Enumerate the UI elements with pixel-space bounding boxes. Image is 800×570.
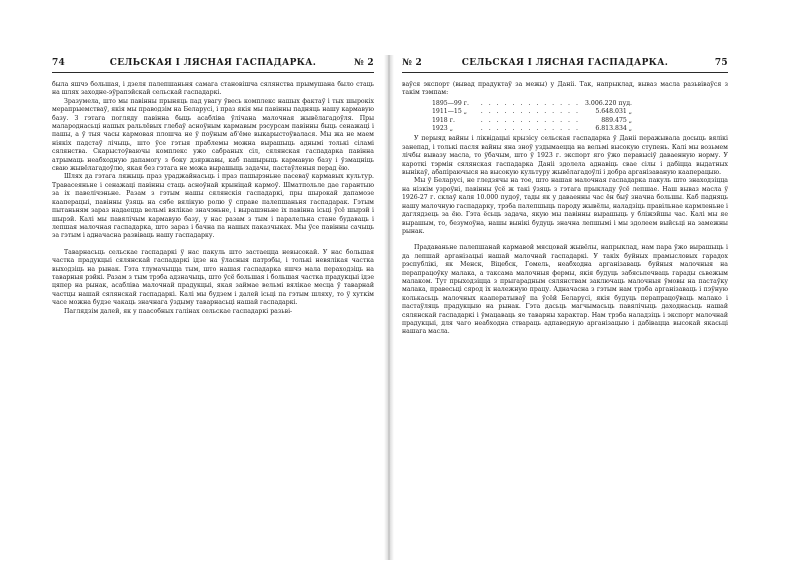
table-row [432,125,632,133]
running-title: СЕЛЬСКАЯ І ЛЯСНАЯ ГАСПАДАРКА. [461,58,669,68]
table-row [432,108,632,116]
book-gutter [384,55,394,560]
paragraph: Мы ў Беларусі, не гледзячы на тое, што нашая малочная гаспадарка пакуль што знаходзіцца на нізкім узроўні, павінны ўсё ж такі ўзяць з гэтага прыкладу ўсё лепшае. Наш вываз масла ў 1926-27 г. склаў каля 10.000 пудоў, тады як у даваенны час ён быў значна большы. Каб падняць нашу малочную гаспадарку, трэба палепшыць пароду жывёлы, наладзіць правільнае кармленьне і даглядзець за ёю. Гэта ёсьць задача, якую мы павінны вырашыць у бліжэйшы час. Калі мы яе вырашым, то, безумоўна, нашы вынікі будуць значна лепшымі і мы здолеем выйсьці на замежны рынак. [402,177,728,235]
table-row [432,100,632,108]
leader-dots: . . . . . . . . . . . . . [480,99,580,107]
paragraph: У перыяд вайны і ліквідацыі крызісу сельская гаспадарка ў Даніі перажывала досыць вялікі занепад, і толькі пасля вайны яна зноў уздымаецца на вельмі высокую ступень. Калі мы возьмем лічбы вывазу масла, то ўбачым, што ў 1923 г. экспорт яго ўжо перавысіў даваенную норму. У кароткі тэрмін сялянская гаспадарка Даніі здолела аднавіць свае сілы і дабіцца выдатных вынікаў, абапіраючыся на высокую культуру жывёлагадоўлі і добра арганізаваную кааперацыю. [402,135,728,177]
left-page-body [52,81,374,316]
leader-dots: . . . . . . . . . . . . . [480,108,580,116]
paragraph: была яшчэ большая, і дзеля палепшаньня самага становішча сялянства прымушана было стаць на шлях заходне-эўрапэйскай сельскай гаспадаркі. [52,81,374,97]
left-page-header [52,58,374,73]
issue-number: № 2 [402,58,423,68]
table-year: 1918 г. [432,116,455,124]
paragraph: Зразумела, што мы павінны прыняць пад увагу ўвесь комплекс нашых фактаў і тых шырокіх мерапрыемстваў, якія мы праводзім на Беларусі, і праз якія мы павінны падняць нашу кармавую базу. З гэтага погляду павінна быць асабліва ўлічана малочная жывёлагадоўля. Пры малароднасьці нашых ральлёвых глебаў асноўным кармавым рэсурсам павінны быць сенажаці і пашы, а ў тыя часы кармовая плошча не ў поўным аб'ёме выкарыстоўвалася. Мы жа не маем ніякіх падстаў лічыць, што ўсе гэтыя праблемы можна вырашыць аднымі толькі сіламі сялянства. Скарыстоўваючы комплекс ужо сабраных сіл, сялянская гаспадарка павінна атрымаць неабходную дапамогу з боку дзяржавы, каб пашырыць кармавую базу і ўзмацніць сваю жывёлагадоўлю, якая без гэтага не можа вырашыць задачы, пастаўленыя перад ёю. [52,97,374,173]
table-row [432,117,632,125]
page-number: 74 [52,58,66,68]
table-value: 3.006.220 пуд. [585,99,632,107]
left-page [52,58,374,558]
right-page-header [402,58,728,73]
export-table [432,100,728,134]
table-value: 6.813.834 „ [595,125,632,133]
leader-dots: . . . . . . . . . . . . . [480,116,580,124]
issue-number: № 2 [353,58,374,68]
table-year: 1923 „ [432,125,453,133]
paragraph: Шлях да гэтага ляжыць праз ураджайнасьць і праз пашырэньне пасеваў кармавых культур. Травасеяньне і сенажаці павінны стаць асноўнай крыніцай кармоў. Шматпольле дае гарантыю за іх павелічэньне. Разам з гэтым нашы сялянскія гаспадаркі, пры шырокай дапамозе кааперацыі, павінны ўзяць на сябе вялікую ролю ў справе палепшаньня гаспадарак. Гэтым пытаньням зараз надаецца вельмі вялікае значэньне, і вырашэньне іх павінна ісьці ўсё шырэй і шырэй. Калі мы павялічым кармавую базу, у нас разам з тым і паралельна стане будаваць і лепшая малочная гаспадарка, што зараз і бачна па нашых паказчыках. Мы ўсе павінны сачыць за гэтым і адначасна развіваць нашу гаспадарку. [52,173,374,240]
paragraph: Прадаваньне палепшанай кармавой мясцовай жывёлы, напрыклад, нам пара ўжо вырашыць і да лепшай арганізацыі нашай малочнай гаспадаркі. У такіх буйных прамысловых гарадох рэспублікі, як Менск, Віцебск, Гомель, неабходна арганізаваць буйныя малочныя на перапрацоўку малака, а таксама малочныя фермы, якія будуць забясьпечваць гарады сьвежым малаком. Тут прыходзіцца з прыгарадным сялянствам заключаць малочныя ўмовы на пастаўку малака, правесьці сярод іх належную працу. Адначасна з гэтым нам трэба арганізаваць і пэўную колькасьць малочных кааператываў па ўсёй Беларусі, якія будуць перапрацоўваць малако і пастаўляць прадукцыю на рынак. Гэта дасьць магчымасьць павялічыць даходнасьць нашай сялянскай гаспадаркі і ўмацаваць яе таварны характар. Нам трэба наладзіць і экспорт малочнай прадукцыі, для чаго неабходна ствараць адпаведную арганізацыю і дабівацца высокай якасьці нашага масла. [402,244,728,336]
right-page-body [402,81,728,337]
table-value: 889.475 „ [601,116,632,124]
table-year: 1911—15 „ [432,108,467,116]
right-page [402,58,728,558]
leader-dots: . . . . . . . . . . . . . [480,125,580,133]
table-year: 1895—99 г. [432,99,469,107]
paragraph: Паглядзім далей, як у паасобных галінах сельскае гаспадаркі разьві- [64,307,293,315]
paragraph: Таварнасьць сельскае гаспадаркі ў нас пакуль што застаецца невысокай. У нас большая частка прадукцыі сялянскай гаспадаркі ідзе на ўласныя патрэбы, і толькі невялікая частка выходзіць на рынак. Гэта тлумачыцца тым, што нашая гаспадарка яшчэ мала пераходзіць на таварныя рэйкі. Разам з тым трэба адзначыць, што ўсё большая і большая частка прадукцыі ідзе цяпер на рынак, асабліва малочнай прадукцыі, якая займае вельмі вялікае месца ў таварнай частцы нашай сялянскай гаспадаркі. Калі мы будзем і далей ісьці па гэтым шляху, то ў хуткім часе можна будзе чакаць значнага ўздыму таварнасьці нашай гаспадаркі. [52,248,374,307]
table-value: 5.648.031 „ [595,108,632,116]
page-number: 75 [714,58,728,68]
running-title: СЕЛЬСКАЯ І ЛЯСНАЯ ГАСПАДАРКА. [109,58,317,68]
paragraph: ваўся экспорт (вывад прадуктаў за межы) у Даніі. Так, напрыклад, вываз масла разьвіваўся з такім тэмпам: [402,81,728,97]
